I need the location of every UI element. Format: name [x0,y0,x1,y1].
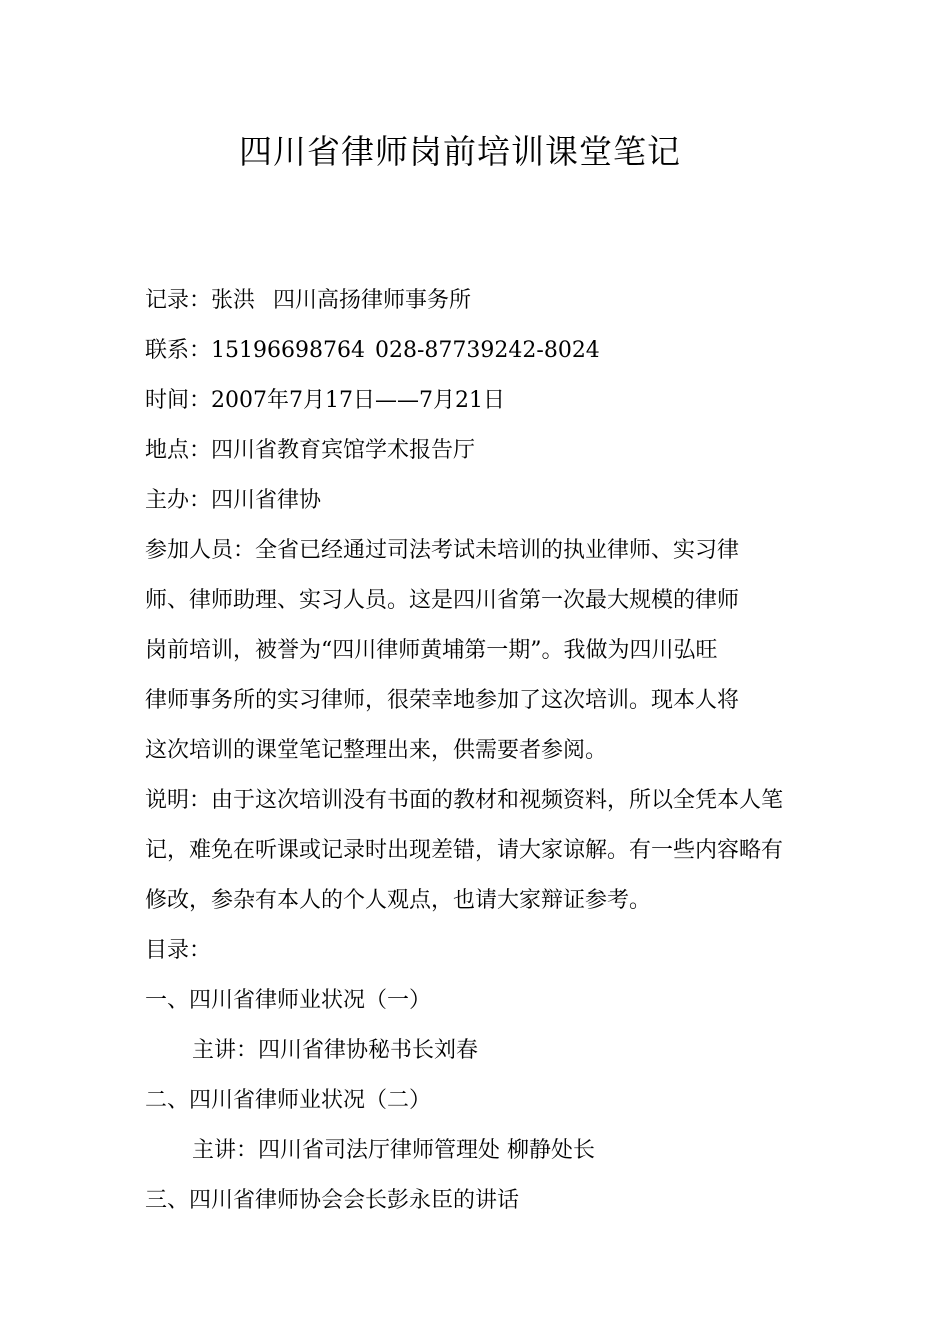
participants-text-line: 律师事务所的实习律师，很荣幸地参加了这次培训。现本人将 [145,688,740,713]
contact-phone-2: 028-87739242-8024 [374,338,600,363]
recorder-label: 记录： [145,288,212,313]
note-label: 说明： [145,788,212,813]
location-line [145,426,810,476]
participants-text-line: 全省已经通过司法考试未培训的执业律师、实习律 [255,538,740,563]
document-body [145,276,810,1226]
note-paragraph [145,776,810,926]
contact-line [145,326,810,376]
participants-text-line: 这次培训的课堂笔记整理出来，供需要者参阅。 [145,738,608,763]
note-text-line: 由于这次培训没有书面的教材和视频资料，所以全凭本人笔 [211,788,784,813]
location-value: 四川省教育宾馆学术报告厅 [211,438,476,463]
time-line [145,376,810,426]
note-text-line: 修改，参杂有本人的个人观点，也请大家辩证参考。 [145,888,652,913]
contact-label: 联系： [145,338,212,363]
toc-label: 目录： [145,938,212,963]
time-label: 时间： [145,388,212,413]
note-text-line: 记，难免在听课或记录时出现差错，请大家谅解。有一些内容略有 [145,838,784,863]
participants-text-line: 岗前培训，被誉为“四川律师黄埔第一期”。我做为四川弘旺 [145,638,718,663]
recorder-line [145,276,810,326]
toc-item-speaker: 主讲：四川省律协秘书长刘春 [192,1038,479,1063]
time-value: 2007年7月17日——7月21日 [211,388,505,413]
location-label: 地点： [145,438,212,463]
participants-paragraph [145,526,810,776]
recorder-firm: 四川高扬律师事务所 [273,288,472,313]
toc-item-heading: 一、四川省律师业状况（一） [145,988,432,1013]
host-value: 四川省律协 [211,488,322,513]
toc-item-heading: 二、四川省律师业状况（二） [145,1088,432,1113]
toc-item-heading: 三、四川省律师协会会长彭永臣的讲话 [145,1188,520,1213]
recorder-name: 张洪 [211,288,256,313]
participants-label: 参加人员： [145,538,256,563]
document-title: 四川省律师岗前培训课堂笔记 [239,132,681,171]
contact-phone-1: 15196698764 [211,338,365,363]
toc-item-speaker: 主讲：四川省司法厅律师管理处 柳静处长 [192,1138,595,1163]
host-label: 主办： [145,488,212,513]
host-line [145,476,810,526]
participants-text-line: 师、律师助理、实习人员。这是四川省第一次最大规模的律师 [145,588,740,613]
